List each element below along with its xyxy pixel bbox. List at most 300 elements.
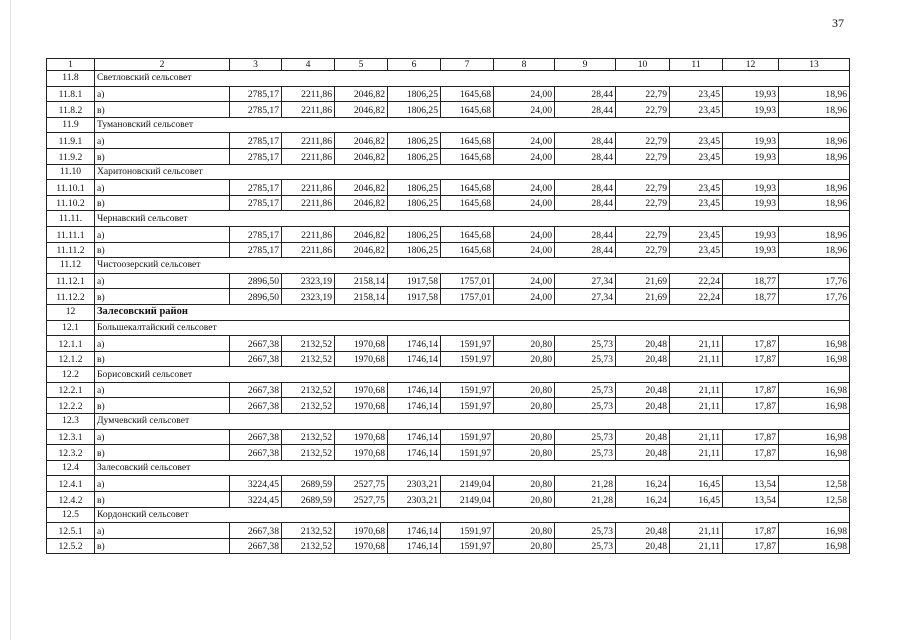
value-cell: 23,45 (670, 242, 723, 258)
value-cell: 17,87 (723, 382, 779, 398)
value-cell: 1591,97 (441, 398, 494, 414)
value-cell: 28,44 (555, 102, 616, 118)
row-code: 12.2.1 (47, 382, 95, 398)
value-cell: 2785,17 (230, 226, 282, 242)
value-cell: 1645,68 (441, 148, 494, 164)
council-name: Большекалтайский сельсовет (95, 320, 850, 336)
value-cell: 20,48 (616, 382, 670, 398)
value-cell: 25,73 (555, 336, 616, 352)
section-code: 11.8 (47, 71, 95, 87)
row-label: а) (95, 336, 230, 352)
row-label: в) (95, 398, 230, 414)
value-cell: 21,11 (670, 538, 723, 554)
value-cell: 19,93 (723, 86, 779, 102)
value-cell: 19,93 (723, 242, 779, 258)
value-cell: 2132,52 (282, 429, 335, 445)
council-heading-row (47, 117, 850, 133)
value-cell: 17,87 (723, 398, 779, 414)
row-label: в) (95, 289, 230, 305)
value-cell: 21,28 (555, 492, 616, 508)
row-label: а) (95, 382, 230, 398)
council-name: Харитоновский сельсовет (95, 164, 850, 180)
column-number-row (47, 59, 850, 71)
value-cell: 2149,04 (441, 492, 494, 508)
value-cell: 2046,82 (335, 226, 388, 242)
row-label: а) (95, 523, 230, 539)
row-code: 12.2.2 (47, 398, 95, 414)
council-heading-row (47, 71, 850, 87)
value-cell: 1591,97 (441, 336, 494, 352)
value-cell: 18,77 (723, 289, 779, 305)
value-cell: 18,96 (779, 102, 850, 118)
value-cell: 2046,82 (335, 133, 388, 149)
section-code: 12.3 (47, 414, 95, 430)
table-row (47, 289, 850, 305)
row-label: в) (95, 351, 230, 367)
row-label: а) (95, 476, 230, 492)
value-cell: 17,76 (779, 289, 850, 305)
row-label: в) (95, 102, 230, 118)
value-cell: 2785,17 (230, 86, 282, 102)
value-cell: 1591,97 (441, 445, 494, 461)
value-cell: 20,80 (494, 398, 555, 414)
value-cell: 2689,59 (282, 476, 335, 492)
row-code: 11.9.2 (47, 148, 95, 164)
value-cell: 1970,68 (335, 538, 388, 554)
row-code: 12.4.2 (47, 492, 95, 508)
value-cell: 2527,75 (335, 492, 388, 508)
value-cell: 2211,86 (282, 86, 335, 102)
value-cell: 20,80 (494, 351, 555, 367)
council-heading-row (47, 367, 850, 383)
value-cell: 17,87 (723, 429, 779, 445)
council-name: Кордонский сельсовет (95, 507, 850, 523)
value-cell: 23,45 (670, 102, 723, 118)
value-cell: 18,96 (779, 148, 850, 164)
value-cell: 20,48 (616, 429, 670, 445)
value-cell: 20,80 (494, 336, 555, 352)
value-cell: 2132,52 (282, 445, 335, 461)
row-code: 11.12.1 (47, 273, 95, 289)
council-name: Думчевский сельсовет (95, 414, 850, 430)
value-cell: 24,00 (494, 86, 555, 102)
value-cell: 18,77 (723, 273, 779, 289)
value-cell: 2667,38 (230, 445, 282, 461)
section-code: 12.2 (47, 367, 95, 383)
value-cell: 16,98 (779, 445, 850, 461)
value-cell: 2149,04 (441, 476, 494, 492)
row-label: а) (95, 226, 230, 242)
table-row (47, 180, 850, 196)
value-cell: 1970,68 (335, 336, 388, 352)
value-cell: 25,73 (555, 538, 616, 554)
table-row (47, 133, 850, 149)
value-cell: 1746,14 (388, 351, 441, 367)
value-cell: 1645,68 (441, 242, 494, 258)
row-code: 12.3.2 (47, 445, 95, 461)
column-number-cell: 10 (616, 59, 670, 71)
page-number: 37 (832, 16, 844, 30)
value-cell: 2211,86 (282, 226, 335, 242)
row-code: 12.5.2 (47, 538, 95, 554)
column-number-cell: 9 (555, 59, 616, 71)
value-cell: 2046,82 (335, 180, 388, 196)
value-cell: 21,11 (670, 351, 723, 367)
value-cell: 24,00 (494, 102, 555, 118)
value-cell: 2667,38 (230, 382, 282, 398)
value-cell: 13,54 (723, 476, 779, 492)
table-row (47, 492, 850, 508)
section-code: 11.9 (47, 117, 95, 133)
value-cell: 2211,86 (282, 102, 335, 118)
value-cell: 12,58 (779, 492, 850, 508)
value-cell: 20,48 (616, 538, 670, 554)
column-number-cell: 7 (441, 59, 494, 71)
value-cell: 1645,68 (441, 102, 494, 118)
value-cell: 1806,25 (388, 226, 441, 242)
row-label: в) (95, 492, 230, 508)
column-number-cell: 4 (282, 59, 335, 71)
district-heading-row (47, 304, 850, 320)
value-cell: 2896,50 (230, 289, 282, 305)
row-code: 11.8.1 (47, 86, 95, 102)
column-number-cell: 8 (494, 59, 555, 71)
scan-margin-line (10, 0, 11, 640)
value-cell: 2158,14 (335, 289, 388, 305)
value-cell: 20,80 (494, 476, 555, 492)
value-cell: 16,45 (670, 476, 723, 492)
row-label: в) (95, 242, 230, 258)
value-cell: 24,00 (494, 133, 555, 149)
value-cell: 21,11 (670, 429, 723, 445)
value-cell: 21,11 (670, 382, 723, 398)
value-cell: 22,79 (616, 226, 670, 242)
value-cell: 16,98 (779, 351, 850, 367)
district-name: Залесовский район (95, 304, 850, 320)
value-cell: 27,34 (555, 273, 616, 289)
value-cell: 2132,52 (282, 351, 335, 367)
council-name: Светловский сельсовет (95, 71, 850, 87)
value-cell: 23,45 (670, 148, 723, 164)
table-row (47, 382, 850, 398)
value-cell: 1591,97 (441, 523, 494, 539)
table-row (47, 476, 850, 492)
value-cell: 21,28 (555, 476, 616, 492)
value-cell: 24,00 (494, 195, 555, 211)
table-row (47, 242, 850, 258)
council-heading-row (47, 414, 850, 430)
table-row (47, 86, 850, 102)
column-number-cell: 1 (47, 59, 95, 71)
council-name: Залесовский сельсовет (95, 460, 850, 476)
value-cell: 2211,86 (282, 148, 335, 164)
value-cell: 17,87 (723, 336, 779, 352)
value-cell: 22,24 (670, 273, 723, 289)
value-cell: 24,00 (494, 273, 555, 289)
value-cell: 21,11 (670, 398, 723, 414)
council-name: Чистоозерский сельсовет (95, 258, 850, 274)
value-cell: 21,11 (670, 445, 723, 461)
value-cell: 18,96 (779, 226, 850, 242)
table-row (47, 429, 850, 445)
value-cell: 2785,17 (230, 133, 282, 149)
table-row (47, 336, 850, 352)
value-cell: 2132,52 (282, 382, 335, 398)
value-cell: 21,11 (670, 523, 723, 539)
value-cell: 16,98 (779, 398, 850, 414)
table-row (47, 102, 850, 118)
value-cell: 1645,68 (441, 86, 494, 102)
row-label: в) (95, 195, 230, 211)
council-name: Тумановский сельсовет (95, 117, 850, 133)
value-cell: 2667,38 (230, 429, 282, 445)
value-cell: 1757,01 (441, 273, 494, 289)
value-cell: 2132,52 (282, 523, 335, 539)
value-cell: 2527,75 (335, 476, 388, 492)
column-number-cell: 6 (388, 59, 441, 71)
value-cell: 20,48 (616, 351, 670, 367)
value-cell: 1645,68 (441, 226, 494, 242)
council-heading-row (47, 460, 850, 476)
row-label: а) (95, 273, 230, 289)
value-cell: 1806,25 (388, 133, 441, 149)
table-row (47, 538, 850, 554)
value-cell: 22,79 (616, 102, 670, 118)
value-cell: 2046,82 (335, 102, 388, 118)
value-cell: 3224,45 (230, 492, 282, 508)
row-label: в) (95, 445, 230, 461)
value-cell: 16,98 (779, 523, 850, 539)
row-code: 11.8.2 (47, 102, 95, 118)
value-cell: 18,96 (779, 86, 850, 102)
value-cell: 17,87 (723, 445, 779, 461)
value-cell: 16,24 (616, 492, 670, 508)
value-cell: 18,96 (779, 133, 850, 149)
value-cell: 20,80 (494, 538, 555, 554)
value-cell: 17,76 (779, 273, 850, 289)
value-cell: 23,45 (670, 180, 723, 196)
section-code: 11.11. (47, 211, 95, 227)
value-cell: 2785,17 (230, 102, 282, 118)
column-number-cell: 11 (670, 59, 723, 71)
value-cell: 23,45 (670, 226, 723, 242)
value-cell: 2046,82 (335, 86, 388, 102)
value-cell: 22,79 (616, 180, 670, 196)
value-cell: 18,96 (779, 195, 850, 211)
table-row (47, 273, 850, 289)
value-cell: 2896,50 (230, 273, 282, 289)
council-heading-row (47, 211, 850, 227)
value-cell: 1746,14 (388, 336, 441, 352)
table-body (47, 59, 850, 554)
value-cell: 2667,38 (230, 351, 282, 367)
value-cell: 25,73 (555, 398, 616, 414)
section-code: 12 (47, 304, 95, 320)
value-cell: 16,45 (670, 492, 723, 508)
value-cell: 27,34 (555, 289, 616, 305)
value-cell: 2211,86 (282, 133, 335, 149)
value-cell: 19,93 (723, 148, 779, 164)
value-cell: 1970,68 (335, 398, 388, 414)
tariff-table (46, 58, 850, 554)
value-cell: 16,98 (779, 538, 850, 554)
row-code: 12.1.1 (47, 336, 95, 352)
value-cell: 3224,45 (230, 476, 282, 492)
value-cell: 2323,19 (282, 289, 335, 305)
value-cell: 2785,17 (230, 195, 282, 211)
value-cell: 17,87 (723, 523, 779, 539)
value-cell: 20,80 (494, 382, 555, 398)
value-cell: 16,98 (779, 382, 850, 398)
value-cell: 1970,68 (335, 429, 388, 445)
value-cell: 19,93 (723, 102, 779, 118)
row-code: 11.10.2 (47, 195, 95, 211)
value-cell: 21,69 (616, 289, 670, 305)
value-cell: 22,79 (616, 86, 670, 102)
value-cell: 2303,21 (388, 492, 441, 508)
value-cell: 2132,52 (282, 336, 335, 352)
value-cell: 12,58 (779, 476, 850, 492)
value-cell: 16,98 (779, 429, 850, 445)
value-cell: 1970,68 (335, 445, 388, 461)
value-cell: 2211,86 (282, 242, 335, 258)
council-heading-row (47, 164, 850, 180)
value-cell: 1645,68 (441, 180, 494, 196)
value-cell: 1757,01 (441, 289, 494, 305)
value-cell: 20,80 (494, 523, 555, 539)
value-cell: 17,87 (723, 538, 779, 554)
value-cell: 2046,82 (335, 195, 388, 211)
value-cell: 18,96 (779, 242, 850, 258)
value-cell: 20,48 (616, 398, 670, 414)
value-cell: 20,48 (616, 336, 670, 352)
value-cell: 20,80 (494, 429, 555, 445)
column-number-cell: 3 (230, 59, 282, 71)
section-code: 11.10 (47, 164, 95, 180)
value-cell: 23,45 (670, 133, 723, 149)
value-cell: 24,00 (494, 226, 555, 242)
council-name: Борисовский сельсовет (95, 367, 850, 383)
value-cell: 1746,14 (388, 445, 441, 461)
value-cell: 1806,25 (388, 180, 441, 196)
value-cell: 19,93 (723, 195, 779, 211)
value-cell: 1806,25 (388, 242, 441, 258)
value-cell: 28,44 (555, 195, 616, 211)
value-cell: 19,93 (723, 180, 779, 196)
value-cell: 2046,82 (335, 148, 388, 164)
value-cell: 22,79 (616, 133, 670, 149)
row-label: а) (95, 133, 230, 149)
table-row (47, 523, 850, 539)
council-heading-row (47, 507, 850, 523)
value-cell: 22,24 (670, 289, 723, 305)
row-code: 11.11.1 (47, 226, 95, 242)
row-code: 11.10.1 (47, 180, 95, 196)
table-row (47, 445, 850, 461)
value-cell: 1645,68 (441, 133, 494, 149)
value-cell: 28,44 (555, 242, 616, 258)
value-cell: 2689,59 (282, 492, 335, 508)
value-cell: 1591,97 (441, 351, 494, 367)
value-cell: 2785,17 (230, 148, 282, 164)
value-cell: 2667,38 (230, 336, 282, 352)
value-cell: 22,79 (616, 195, 670, 211)
value-cell: 25,73 (555, 351, 616, 367)
column-number-cell: 5 (335, 59, 388, 71)
value-cell: 1806,25 (388, 195, 441, 211)
value-cell: 1746,14 (388, 523, 441, 539)
value-cell: 1917,58 (388, 273, 441, 289)
value-cell: 2132,52 (282, 398, 335, 414)
council-name: Чернавский сельсовет (95, 211, 850, 227)
value-cell: 19,93 (723, 133, 779, 149)
council-heading-row (47, 320, 850, 336)
section-code: 12.4 (47, 460, 95, 476)
value-cell: 2323,19 (282, 273, 335, 289)
value-cell: 2158,14 (335, 273, 388, 289)
value-cell: 2785,17 (230, 242, 282, 258)
section-code: 11.12 (47, 258, 95, 274)
column-number-cell: 13 (779, 59, 850, 71)
value-cell: 25,73 (555, 445, 616, 461)
value-cell: 2046,82 (335, 242, 388, 258)
table-row (47, 226, 850, 242)
value-cell: 16,24 (616, 476, 670, 492)
row-code: 12.4.1 (47, 476, 95, 492)
value-cell: 1970,68 (335, 523, 388, 539)
value-cell: 25,73 (555, 429, 616, 445)
section-code: 12.1 (47, 320, 95, 336)
value-cell: 24,00 (494, 289, 555, 305)
value-cell: 2667,38 (230, 538, 282, 554)
value-cell: 25,73 (555, 523, 616, 539)
value-cell: 17,87 (723, 351, 779, 367)
value-cell: 24,00 (494, 180, 555, 196)
value-cell: 24,00 (494, 148, 555, 164)
value-cell: 24,00 (494, 242, 555, 258)
council-heading-row (47, 258, 850, 274)
value-cell: 13,54 (723, 492, 779, 508)
value-cell: 18,96 (779, 180, 850, 196)
table-row (47, 148, 850, 164)
value-cell: 2667,38 (230, 398, 282, 414)
value-cell: 1746,14 (388, 382, 441, 398)
value-cell: 1645,68 (441, 195, 494, 211)
value-cell: 1591,97 (441, 382, 494, 398)
value-cell: 1917,58 (388, 289, 441, 305)
row-code: 12.3.1 (47, 429, 95, 445)
row-code: 12.5.1 (47, 523, 95, 539)
value-cell: 23,45 (670, 86, 723, 102)
row-code: 11.11.2 (47, 242, 95, 258)
row-label: в) (95, 148, 230, 164)
value-cell: 20,80 (494, 492, 555, 508)
value-cell: 2211,86 (282, 180, 335, 196)
value-cell: 25,73 (555, 382, 616, 398)
value-cell: 1806,25 (388, 148, 441, 164)
value-cell: 1591,97 (441, 429, 494, 445)
value-cell: 2785,17 (230, 180, 282, 196)
value-cell: 21,69 (616, 273, 670, 289)
row-label: а) (95, 429, 230, 445)
value-cell: 20,80 (494, 445, 555, 461)
value-cell: 20,48 (616, 445, 670, 461)
value-cell: 28,44 (555, 180, 616, 196)
value-cell: 1806,25 (388, 102, 441, 118)
value-cell: 20,48 (616, 523, 670, 539)
value-cell: 16,98 (779, 336, 850, 352)
row-code: 11.12.2 (47, 289, 95, 305)
